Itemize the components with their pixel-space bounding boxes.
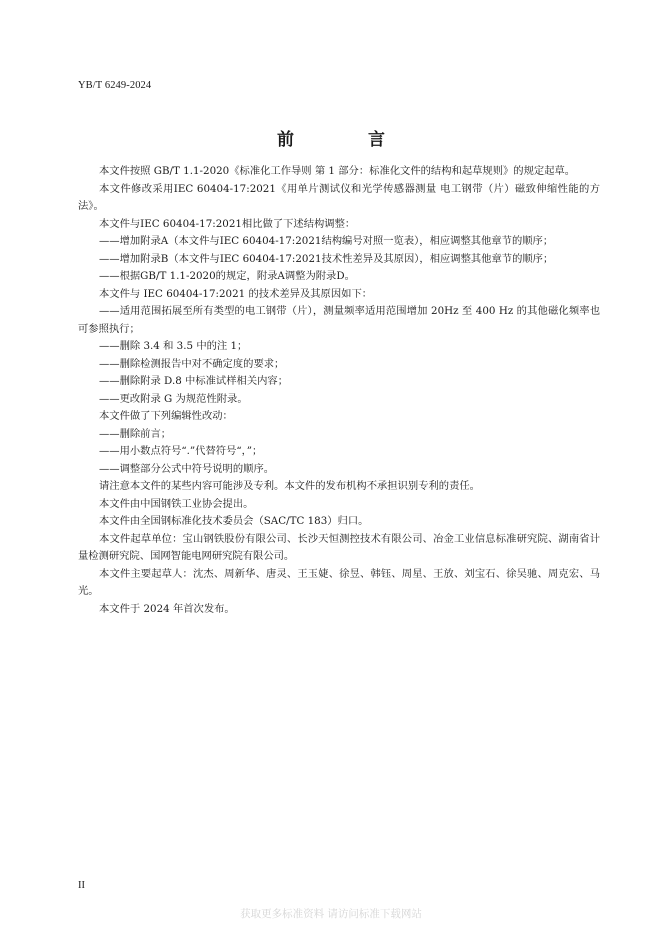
list-item: ——用小数点符号“.”代替符号“，”； — [99, 445, 263, 457]
foreword-body — [78, 163, 600, 618]
standard-code: YB/T 6249-2024 — [78, 80, 152, 91]
list-item: ——删除检测报告中对不确定度的要求； — [99, 357, 285, 370]
paragraph: 本文件修改采用IEC 60404-17:2021《用单片测试仪和光学传感器测量 电工钢带（片）磁致伸缩性能的方法》。 — [78, 182, 600, 212]
page-number: II — [78, 880, 85, 891]
paragraph: 本文件由全国钢标准化技术委员会（SAC/TC 183）归口。 — [99, 515, 369, 527]
paragraph: 本文件由中国钢铁工业协会提出。 — [99, 497, 254, 510]
watermark-text: 获取更多标准资料 请访问标准下载网站 — [240, 908, 422, 920]
paragraph: 请注意本文件的某些内容可能涉及专利。本文件的发布机构不承担识别专利的责任。 — [99, 480, 480, 492]
list-item: ——删除 3.4 和 3.5 中的注 1； — [99, 340, 248, 352]
list-item: ——根据GB/T 1.1-2020的规定，附录A调整为附录D。 — [99, 270, 355, 282]
paragraph: 本文件起草单位：宝山钢铁股份有限公司、长沙天恒测控技术有限公司、冶金工业信息标准研究院、湖南省计量检测研究院、国网智能电网研究院有限公司。 — [78, 532, 600, 562]
paragraph: 本文件按照 GB/T 1.1-2020《标准化工作导则 第 1 部分：标准化文件的结构和起草规则》的规定起草。 — [99, 165, 576, 177]
list-item: ——删除附录 D.8 中标准试样相关内容； — [99, 375, 289, 387]
list-item: ——增加附录B（本文件与IEC 60404-17:2021技术性差异及其原因），相应调整其他章节的顺序； — [99, 252, 554, 265]
list-item: ——适用范围拓展至所有类型的电工钢带（片），测量频率适用范围增加 20Hz 至 400 Hz 的其他磁化频率也可参照执行； — [78, 305, 600, 335]
list-item: ——调整部分公式中符号说明的顺序。 — [99, 462, 275, 475]
paragraph: 本文件主要起草人：沈杰、周新华、唐灵、王玉婕、徐昱、韩钰、周星、王放、刘宝石、徐吴驰、周克宏、马光。 — [78, 567, 600, 597]
paragraph: 本文件与IEC 60404-17:2021相比做了下述结构调整： — [99, 217, 356, 230]
list-item: ——更改附录 G 为规范性附录。 — [99, 392, 248, 405]
paragraph: 本文件与 IEC 60404-17:2021 的技术差异及其原因如下： — [99, 287, 373, 300]
paragraph: 本文件于 2024 年首次发布。 — [99, 602, 235, 615]
paragraph: 本文件做了下列编辑性改动： — [99, 410, 233, 422]
page-title: 前 言 — [277, 130, 419, 150]
list-item: ——增加附录A（本文件与IEC 60404-17:2021结构编号对照一览表），相应调整其他章节的顺序； — [99, 235, 554, 247]
list-item: ——删除前言； — [99, 427, 172, 440]
